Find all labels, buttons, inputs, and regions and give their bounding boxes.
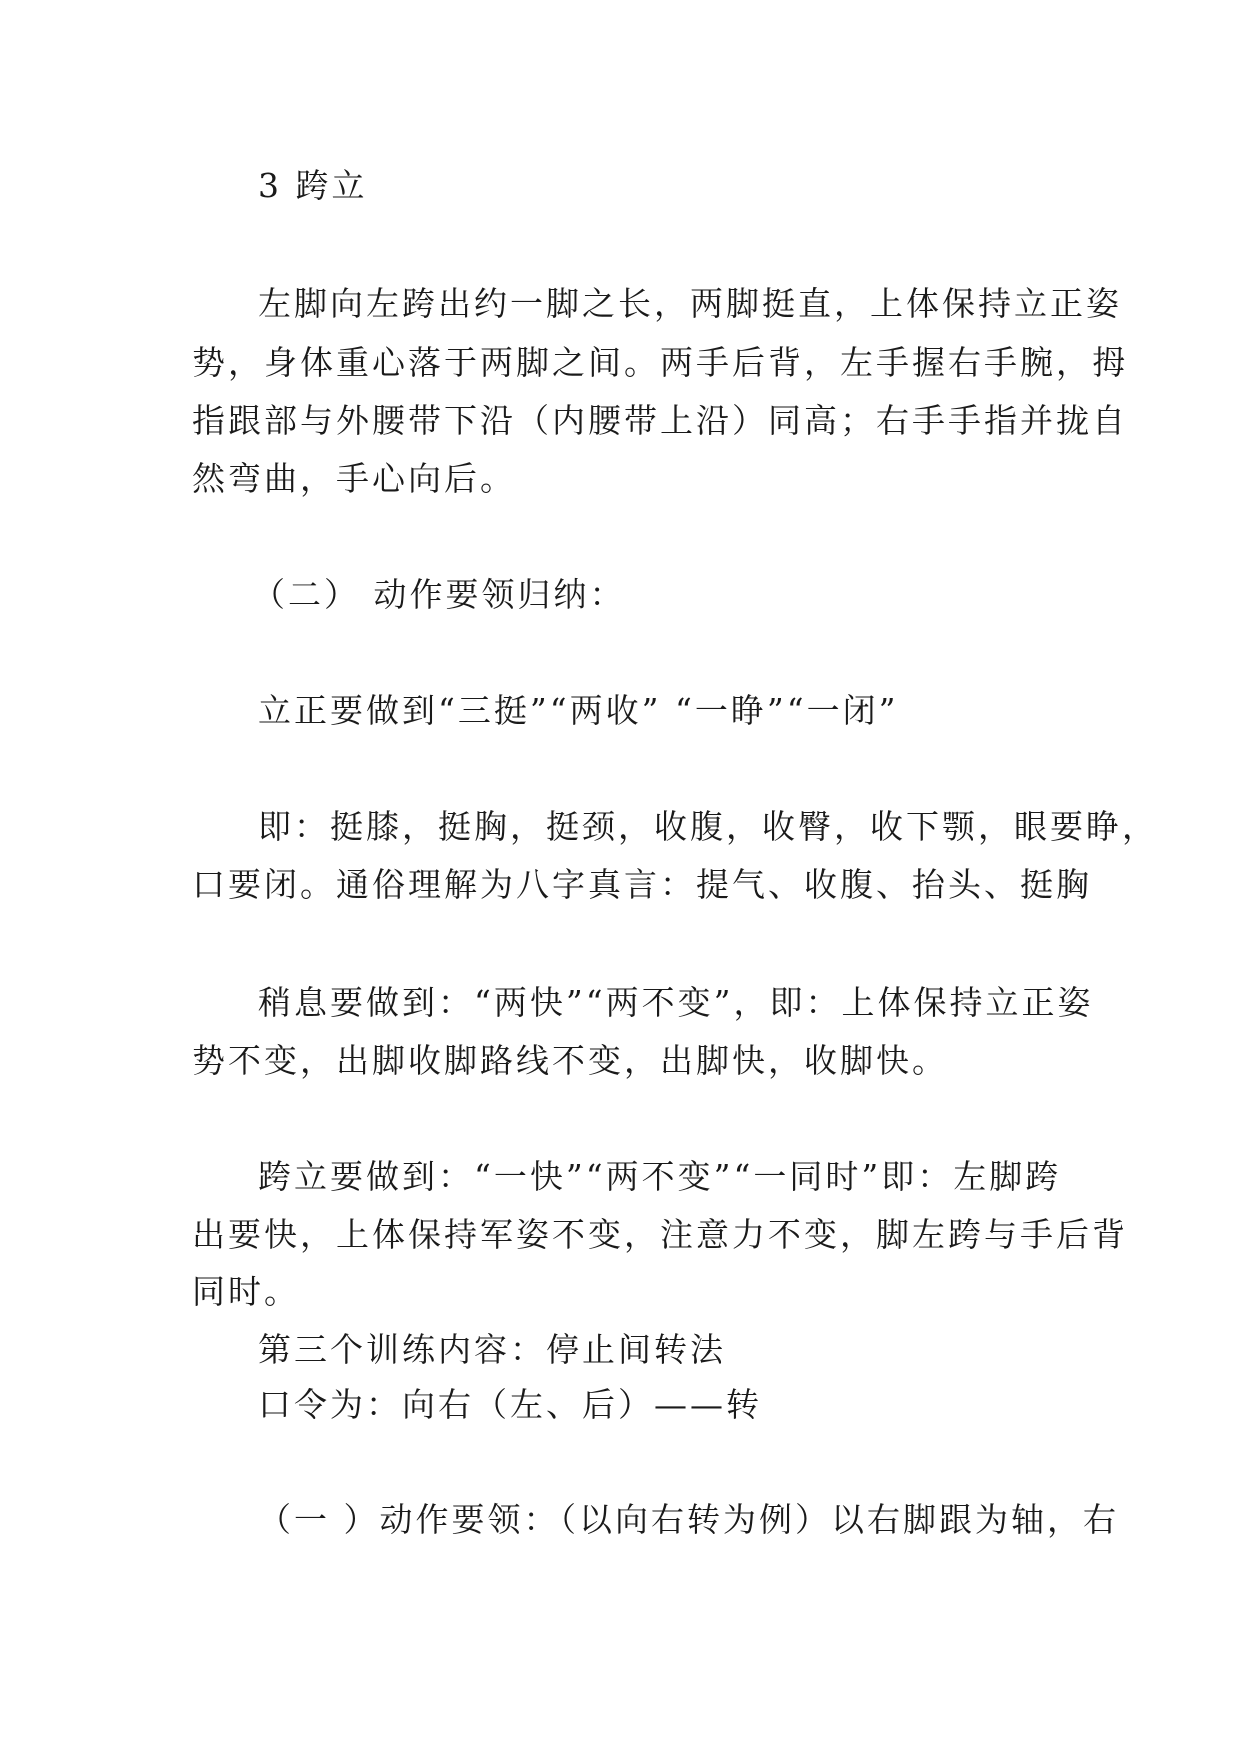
paragraph-line: 左脚向左跨出约一脚之长，两脚挺直，上体保持立正姿 [258,284,1122,323]
training-content-heading: 第三个训练内容：停止间转法 [258,1330,726,1369]
paragraph-line: 势，身体重心落于两脚之间。两手后背，左手握右手腕，拇 [192,343,1128,382]
paragraph-line: 立正要做到“三挺”“两收” “一睁”“一闭” [258,691,899,730]
section-heading-summary: （二） 动作要领归纳： [252,575,626,614]
paragraph-line: 出要快，上体保持军姿不变，注意力不变，脚左跨与手后背 [192,1215,1128,1254]
paragraph-line: 然弯曲，手心向后。 [192,459,516,498]
paragraph-line: 稍息要做到：“两快”“两不变”，即：上体保持立正姿 [258,983,1094,1022]
paragraph-line: 即：挺膝，挺胸，挺颈，收腹，收臀，收下颚，眼要睁， [258,807,1158,846]
command-line: 口令为：向右（左、后）——转 [258,1385,762,1424]
section-heading-essentials: （一 ）动作要领：（以向右转为例）以右脚跟为轴，右 [258,1500,1119,1539]
paragraph-line: 同时。 [192,1272,300,1311]
paragraph-line: 口要闭。通俗理解为八字真言：提气、收腹、抬头、挺胸 [192,865,1092,904]
paragraph-line: 势不变，出脚收脚路线不变，出脚快，收脚快。 [192,1041,948,1080]
paragraph-line: 指跟部与外腰带下沿（内腰带上沿）同高；右手手指并拢自 [192,401,1128,440]
paragraph-line: 跨立要做到：“一快”“两不变”“一同时”即：左脚跨 [258,1157,1062,1196]
section-heading-kuali: 3 跨立 [258,166,368,205]
